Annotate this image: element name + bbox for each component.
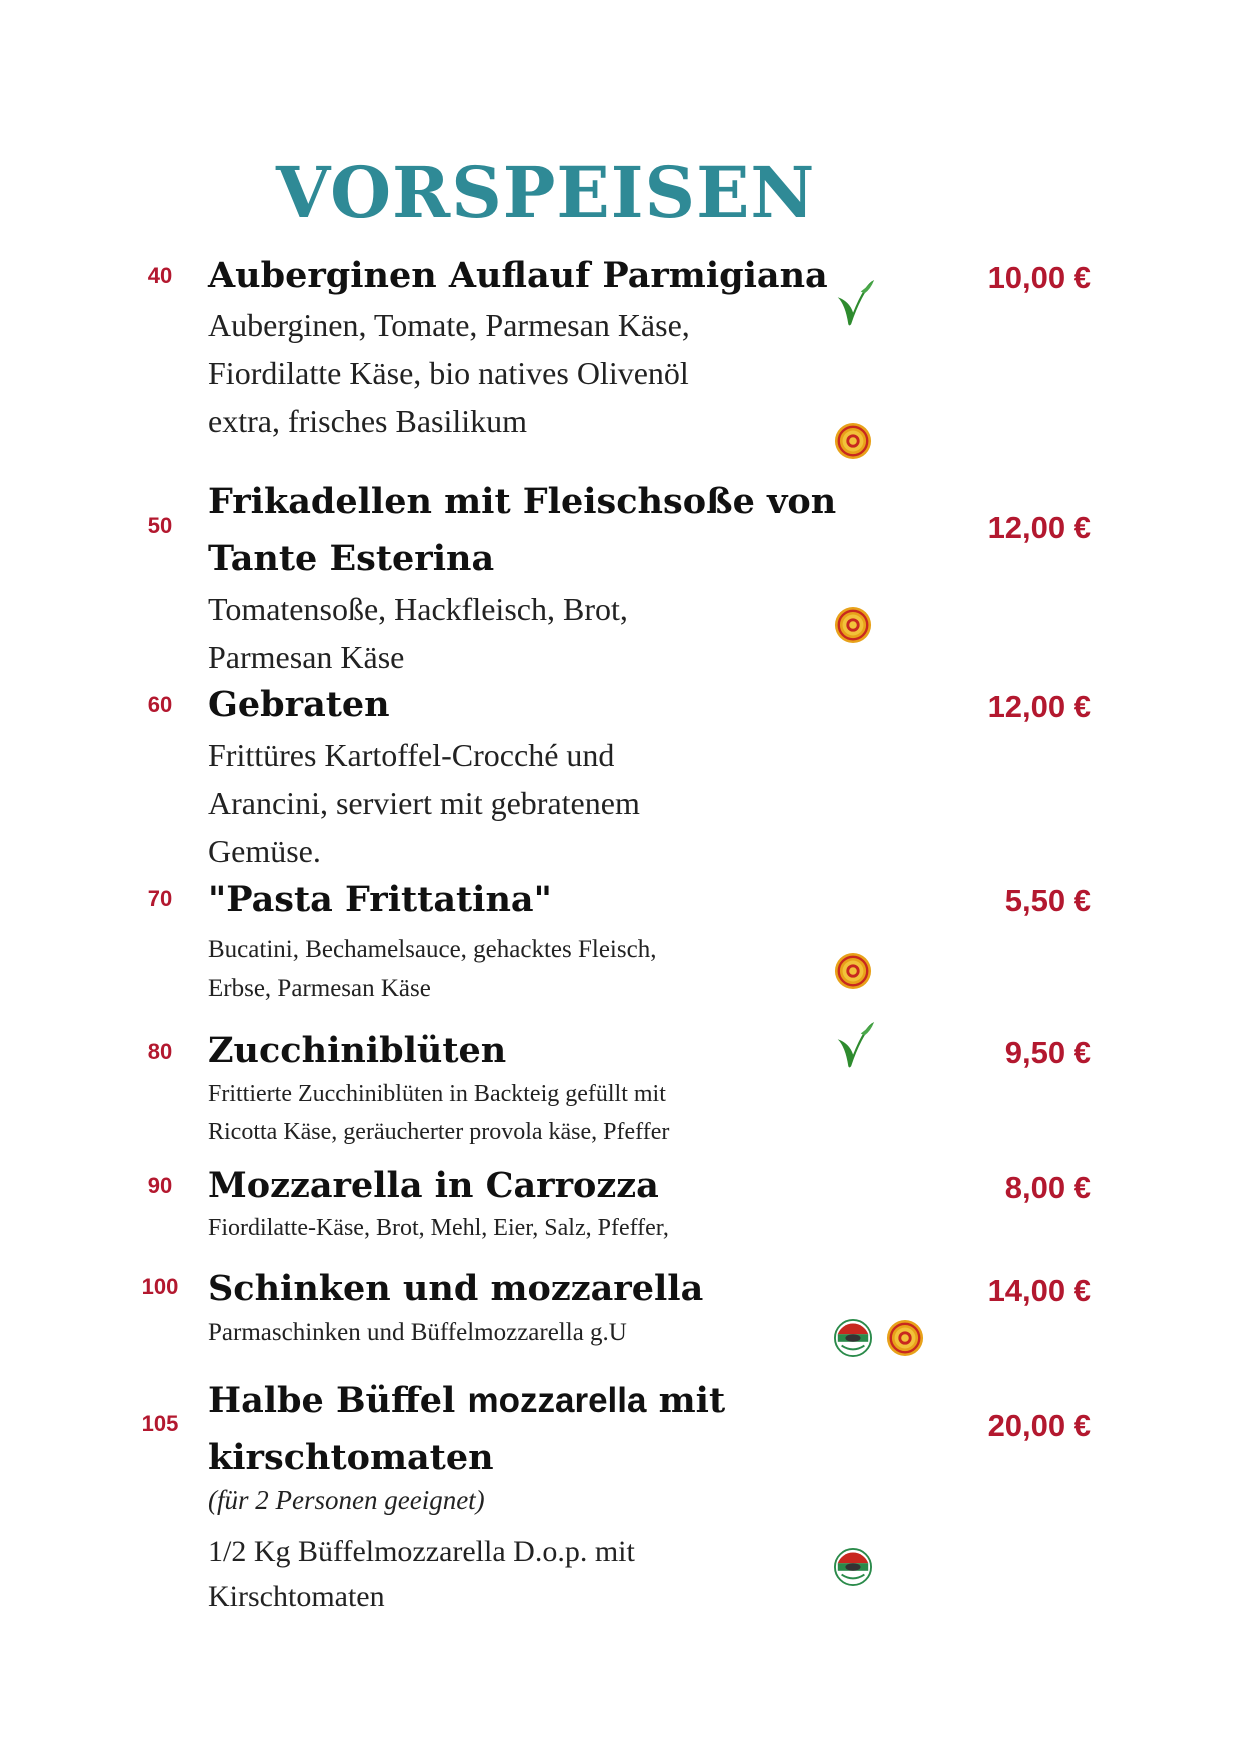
item-number: 40 bbox=[147, 263, 173, 288]
item-price: 14,00 € bbox=[987, 1273, 1091, 1308]
item-description: Auberginen, Tomate, Parmesan Käse, Fiordilatte Käse, bio natives Olivenöl extra, frisches Basilikum bbox=[208, 307, 690, 439]
item-description: 1/2 Kg Büffelmozzarella D.o.p. mit Kirschtomaten bbox=[208, 1535, 635, 1613]
item-description: Bucatini, Bechamelsauce, gehacktes Fleisch, Erbse, Parmesan Käse bbox=[208, 936, 657, 1002]
item-name: Gebraten bbox=[208, 684, 390, 725]
dop-seal-icon bbox=[886, 1319, 924, 1357]
item-number: 60 bbox=[147, 692, 173, 717]
item-name: Frikadellen mit Fleischsoße von Tante Esterina bbox=[208, 481, 837, 579]
item-name: Mozzarella in Carrozza bbox=[208, 1165, 659, 1206]
item-description: Frittierte Zucchiniblüten in Backteig gefüllt mit Ricotta Käse, geräucherter provola käse, Pfeffer bbox=[208, 1081, 670, 1145]
item-price: 20,00 € bbox=[987, 1408, 1091, 1443]
item-name: Schinken und mozzarella bbox=[208, 1268, 704, 1309]
vegetarian-leaf-icon bbox=[832, 276, 878, 330]
item-price: 10,00 € bbox=[987, 260, 1091, 295]
item-number: 90 bbox=[147, 1173, 173, 1198]
page-title: VORSPEISEN bbox=[276, 151, 816, 234]
item-number: 50 bbox=[147, 513, 173, 538]
item-number: 105 bbox=[141, 1411, 179, 1436]
item-price: 9,50 € bbox=[1004, 1035, 1091, 1070]
item-description: Tomatensoße, Hackfleisch, Brot, Parmesan Käse bbox=[208, 591, 628, 675]
item-price: 8,00 € bbox=[1004, 1170, 1091, 1205]
vegetarian-leaf-icon bbox=[832, 1018, 878, 1072]
buffalo-mozzarella-seal-icon bbox=[834, 1548, 872, 1586]
item-number: 100 bbox=[141, 1274, 179, 1299]
dop-seal-icon bbox=[834, 606, 872, 644]
dop-seal-icon bbox=[834, 952, 872, 990]
item-price: 5,50 € bbox=[1004, 883, 1091, 918]
item-description: Fiordilatte-Käse, Brot, Mehl, Eier, Salz, Pfeffer, bbox=[208, 1215, 669, 1241]
dop-seal-icon bbox=[834, 422, 872, 460]
item-name: Halbe Büffel mozzarella mit kirschtomaten bbox=[208, 1380, 726, 1478]
item-price: 12,00 € bbox=[987, 689, 1091, 724]
buffalo-mozzarella-seal-icon bbox=[834, 1319, 872, 1357]
item-name: Auberginen Auflauf Parmigiana bbox=[208, 255, 828, 296]
item-price: 12,00 € bbox=[987, 510, 1091, 545]
item-name: "Pasta Frittatina" bbox=[208, 879, 552, 920]
item-name: Zucchiniblüten bbox=[208, 1030, 507, 1071]
item-number: 70 bbox=[147, 886, 173, 911]
item-note: (für 2 Personen geeignet) bbox=[208, 1485, 485, 1515]
item-description: Frittüres Kartoffel-Crocché und Arancini, serviert mit gebratenem Gemüse. bbox=[208, 737, 640, 869]
item-number: 80 bbox=[147, 1039, 173, 1064]
item-description: Parmaschinken und Büffelmozzarella g.U bbox=[208, 1319, 627, 1346]
